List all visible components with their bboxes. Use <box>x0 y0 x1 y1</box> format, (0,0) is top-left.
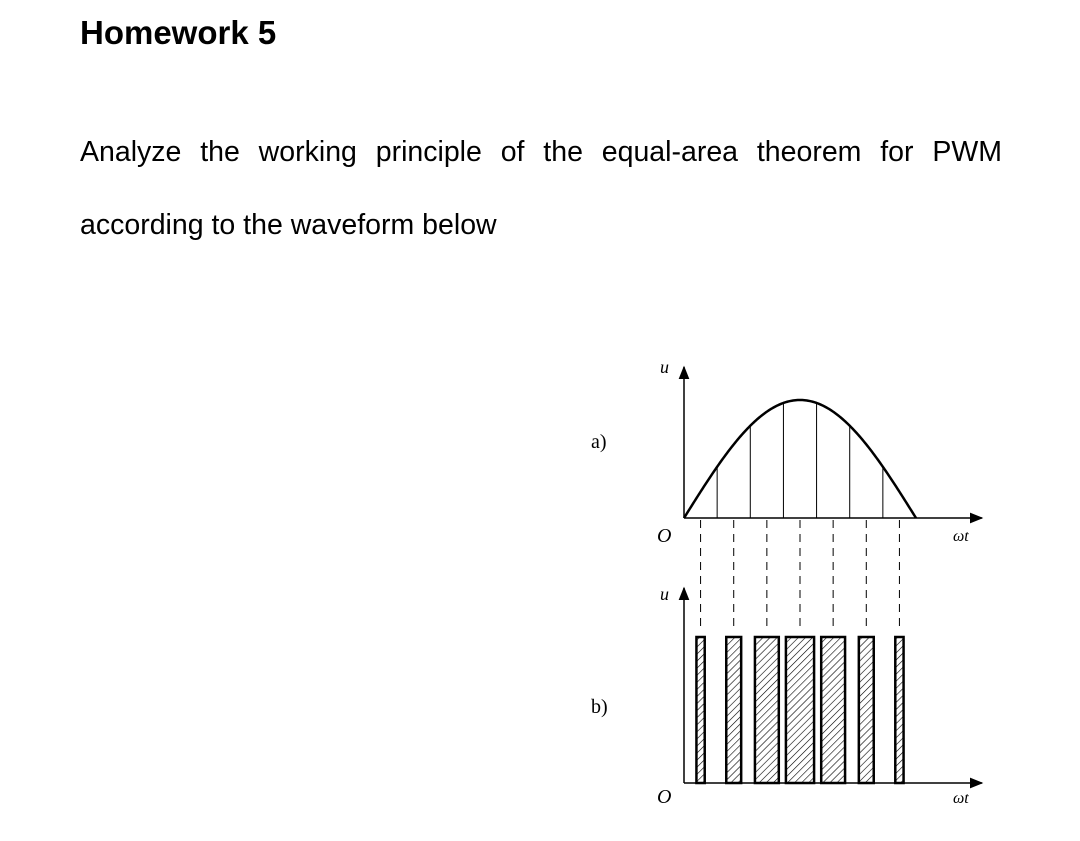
panel-a-x-label: ωt <box>953 528 969 545</box>
pwm-pulse <box>696 637 704 783</box>
panel-a-axes <box>684 367 982 518</box>
panel-b-x-label: ωt <box>953 790 969 807</box>
panel-a-sine-group <box>684 400 916 518</box>
panel-b-label: b) <box>591 696 608 718</box>
pwm-pulse <box>755 637 779 783</box>
panel-a-origin-label: O <box>657 525 672 547</box>
panel-b-origin-label: O <box>657 786 672 808</box>
panel-a-y-label: u <box>660 357 669 377</box>
panel-b-y-label: u <box>660 584 669 604</box>
projection-dashed-lines <box>701 520 900 632</box>
page-title: Homework 5 <box>80 14 277 51</box>
panel-a-label: a) <box>591 431 607 453</box>
panel-a-segment-lines <box>717 403 883 518</box>
pwm-pulse <box>859 637 874 783</box>
question-text: Analyze the working principle of the equal-area theorem for PWM according to the waveform below <box>80 136 1002 241</box>
pwm-pulse <box>786 637 814 783</box>
pwm-pulse <box>726 637 741 783</box>
pwm-pulse <box>821 637 845 783</box>
pwm-pulse <box>895 637 903 783</box>
panel-b-pwm-pulses <box>696 637 903 783</box>
panel-a-half-sine <box>684 400 916 518</box>
